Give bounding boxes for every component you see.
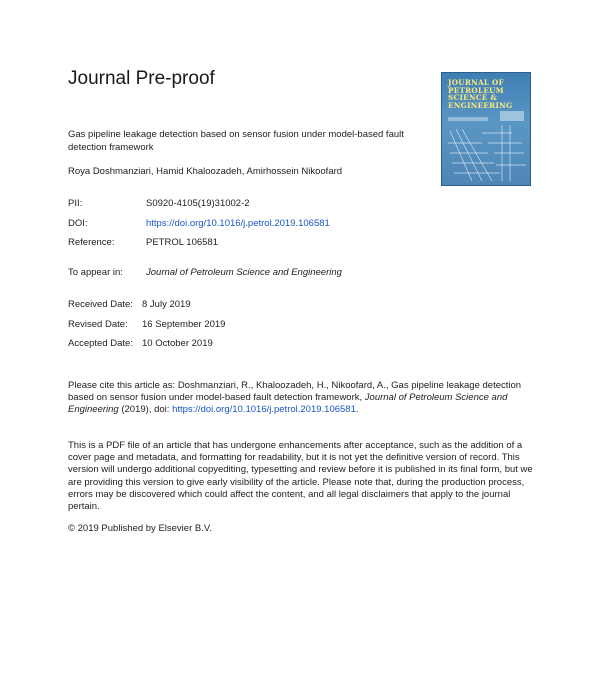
citation-journal: Journal of Petroleum Science and Engineering: [68, 392, 508, 416]
citation-end: .: [355, 404, 359, 416]
citation-doi-link[interactable]: https://doi.org/10.1016/j.petrol.2019.106581: [172, 404, 356, 416]
revised-value: 16 September 2019: [142, 319, 226, 330]
received-label: Received Date:: [68, 299, 133, 310]
accepted-label: Accepted Date:: [68, 338, 133, 349]
copyright-line: © 2019 Published by Elsevier B.V.: [68, 523, 212, 534]
journal-cover-image: [441, 72, 531, 186]
revised-label: Revised Date:: [68, 319, 128, 330]
article-title: Gas pipeline leakage detection based on sensor fusion under model-based fault detection framework: [68, 129, 404, 153]
cover-journal-title: JOURNAL OF PETROLEUM SCIENCE & ENGINEERING: [448, 78, 513, 110]
pii-value: S0920-4105(19)31002-2: [146, 198, 250, 209]
received-value: 8 July 2019: [142, 299, 191, 310]
appear-value: Journal of Petroleum Science and Engineering: [146, 267, 342, 278]
citation-suffix: (2019), doi:: [118, 404, 173, 416]
article-authors: Roya Doshmanziari, Hamid Khaloozadeh, Amirhossein Nikoofard: [68, 166, 343, 177]
reference-value: PETROL 106581: [146, 237, 218, 248]
pii-label: PII:: [68, 198, 83, 209]
appear-label: To appear in:: [68, 267, 123, 278]
citation-prefix: Please cite this article as: Doshmanziari, R., Khaloozadeh, H., Nikoofard, A., Gas pipeline leakage detection based on sensor fusion under model-based fault detection framework,: [68, 380, 522, 404]
doi-label: DOI:: [68, 218, 88, 229]
citation-paragraph: [68, 380, 533, 417]
accepted-value: 10 October 2019: [142, 338, 213, 349]
reference-label: Reference:: [68, 237, 115, 248]
doi-link[interactable]: https://doi.org/10.1016/j.petrol.2019.106581: [146, 218, 330, 229]
notice-paragraph: This is a PDF file of an article that has undergone enhancements after acceptance, such as the addition of a cover page and metadata, and formatting for readability, but it is not yet the definitive version of record. This version will undergo additional copyediting, typesetting and review before it is published in its final form, but we are providing this version to give early visibility of the article. Please note that, during the production process, errors may be discovered which could affect the content, and all legal disclaimers that apply to the journal pertain.: [68, 440, 533, 513]
page-heading: Journal Pre-proof: [68, 68, 215, 89]
